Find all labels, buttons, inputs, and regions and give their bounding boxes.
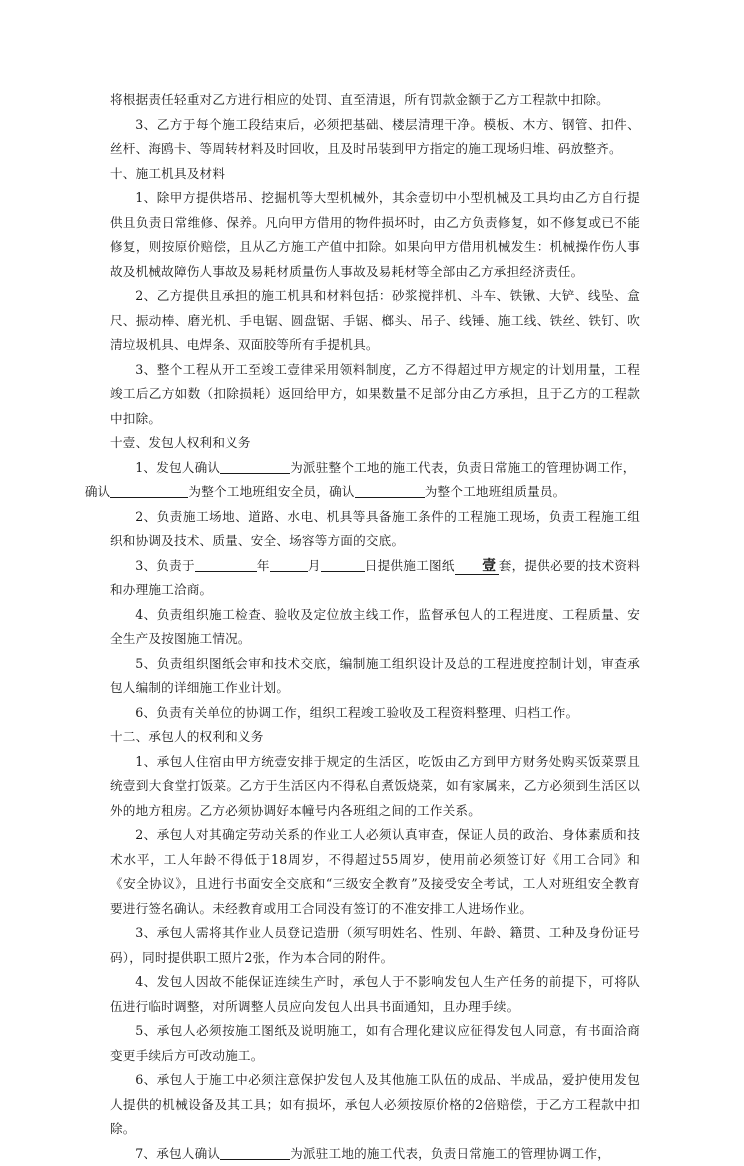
paragraph-employer-4: 4、负责组织施工检查、验收及定位放主线工作，监督承包人的工程进度、工程质量、安全生产及按图施工情况。 <box>110 603 640 652</box>
blank-line <box>195 557 257 572</box>
blank-line <box>355 483 425 498</box>
paragraph-employer-1: 1、发包人确认 为派驻整个工地的施工代表，负责日常施工的管理协调工作， 确认 为整个工地班组安全员，确认 为整个工地班组质量员。 <box>110 456 640 505</box>
paragraph-employer-5: 5、负责组织图纸会审和技术交底，编制施工组织设计及总的工程进度控制计划，审查承包人编制的详细施工作业计划。 <box>110 652 640 701</box>
paragraph-contractor-6: 6、承包人于施工中必须注意保护发包人及其他施工队伍的成品、半成品，爱护使用发包人提供的机械设备及其工具；如有损坏，承包人必须按原价格的2倍赔偿，于乙方工程款中扣除。 <box>110 1068 640 1142</box>
paragraph-employer-3: 3、负责于 年 月 日提供施工图纸 壹 套，提供必要的技术资料和办理施工洽商。 <box>110 554 640 603</box>
paragraph-contractor-2: 2、承包人对其确定劳动关系的作业工人必须认真审查，保证人员的政治、身体素质和技术水平，工人年龄不得低于18周岁，不得超过55周岁，使用前必须签订好《用工合同》和《安全协议》，且进行书面安全交底和“三级安全教育”及接受安全考试，工人对班组安全教育要进行签名确认。未经教育或用工合同没有签订的不准安排工人进场作业。 <box>110 823 640 921</box>
paragraph-contractor-7: 7、承包人确认 为派驻工地的施工代表，负责日常施工的管理协调工作， <box>110 1142 640 1166</box>
paragraph-employer-6: 6、负责有关单位的协调工作，组织工程竣工验收及工程资料整理、归档工作。 <box>110 701 640 726</box>
section-heading-contractor-rights: 十二、承包人的权利和义务 <box>110 725 640 750</box>
paragraph-contractor-1: 1、承包人住宿由甲方统壹安排于规定的生活区，吃饭由乙方到甲方财务处购买饭菜票且统壹到大食堂打饭菜。乙方于生活区内不得私自煮饭烧菜，如有家属来，乙方必须到生活区以外的地方租房。乙方必须协调好本幢号内各班组之间的工作关系。 <box>110 750 640 824</box>
section-heading-employer-rights: 十壹、发包人权利和义务 <box>110 431 640 456</box>
paragraph-machinery-3: 3、整个工程从开工至竣工壹律采用领料制度，乙方不得超过甲方规定的计划用量，工程竣工后乙方如数（扣除损耗）返回给甲方，如果数量不足部分由乙方承担，且于乙方的工程款中扣除。 <box>110 358 640 432</box>
blank-line <box>321 557 365 572</box>
paragraph-employer-2: 2、负责施工场地、道路、水电、机具等具备施工条件的工程施工现场，负责工程施工组织和协调及技术、质量、安全、场容等方面的交底。 <box>110 505 640 554</box>
paragraph-contractor-3: 3、承包人需将其作业人员登记造册（须写明姓名、性别、年龄、籍贯、工种及身份证号码），同时提供职工照片2张，作为本合同的附件。 <box>110 921 640 970</box>
paragraph-contractor-5: 5、承包人必须按施工图纸及说明施工，如有合理化建议应征得发包人同意，有书面洽商变更手续后方可改动施工。 <box>110 1019 640 1068</box>
blank-line <box>110 483 188 498</box>
paragraph-machinery-1: 1、除甲方提供塔吊、挖掘机等大型机械外，其余壹切中小型机械及工具均由乙方自行提供且负责日常维修、保养。凡向甲方借用的物件损坏时，由乙方负责修复，如不修复或已不能修复，则按原价赔偿，且从乙方施工产值中扣除。如果向甲方借用机械发生：机械操作伤人事故及机械故障伤人事故及易耗材质量伤人事故及易耗材等全部由乙方承担经济责任。 <box>110 186 640 284</box>
document-body <box>110 88 640 1166</box>
filled-blank: 壹 <box>455 558 499 575</box>
paragraph-contractor-4: 4、发包人因故不能保证连续生产时，承包人于不影响发包人生产任务的前提下，可将队伍进行临时调整，对所调整人员应向发包人出具书面通知，且办理手续。 <box>110 970 640 1019</box>
blank-line <box>270 557 308 572</box>
section-heading-machinery: 十、施工机具及材料 <box>110 162 640 187</box>
blank-line <box>220 1145 290 1160</box>
blank-line <box>220 459 290 474</box>
paragraph-cleanup: 3、乙方于每个施工段结束后，必须把基础、楼层清理干净。模板、木方、钢管、扣件、丝杆、海鸥卡、等周转材料及时回收，且及时吊装到甲方指定的施工现场归堆、码放整齐。 <box>110 113 640 162</box>
paragraph-machinery-2: 2、乙方提供且承担的施工机具和材料包括：砂浆搅拌机、斗车、铁锹、大铲、线坠、盒尺、振动棒、磨光机、手电锯、圆盘锯、手锯、榔头、吊子、线锤、施工线、铁丝、铁钉、吹清垃圾机具、电焊条、双面胶等所有手提机具。 <box>110 284 640 358</box>
paragraph-continuation: 将根据责任轻重对乙方进行相应的处罚、直至清退，所有罚款金额于乙方工程款中扣除。 <box>110 88 640 113</box>
